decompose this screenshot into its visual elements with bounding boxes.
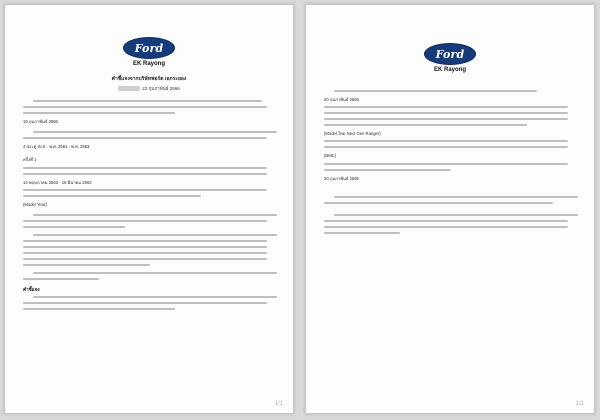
paragraph: ครั้งที่ 1 14 พฤษภาคม 2563 · 16 มีนาคม 2563 (Model Year)	[23, 156, 277, 208]
page-number: 1/1	[274, 401, 283, 407]
text-snippet: 16 มีนาคม 2563	[61, 179, 92, 185]
ford-logo: Ford	[123, 37, 175, 59]
document-body-right	[324, 87, 578, 240]
text-snippet: 19 กุมภาพันธ์ 2566	[23, 119, 58, 124]
document-page-right	[305, 4, 595, 414]
page-number: 1/1	[575, 401, 584, 407]
ford-logo: Ford	[424, 43, 476, 65]
text-snippet: 4 ประตู XLS	[23, 144, 46, 150]
text-snippet: พ.ศ. 2561	[49, 144, 68, 150]
text-snippet: 20 กุมภาพันธ์ 2566	[324, 175, 359, 181]
paragraph	[23, 234, 277, 266]
redacted-block	[118, 86, 140, 91]
text-snippet: ครั้งที่ 1	[23, 157, 37, 163]
document-body-left	[23, 97, 277, 316]
text-snippet: (Model Year)	[23, 201, 47, 207]
paragraph	[23, 100, 277, 125]
paragraph: 4 ประตู XLS · พ.ศ. 2561 · พ.ศ. 2563	[23, 131, 277, 150]
document-page-left	[4, 4, 294, 414]
dealer-name: EK Rayong	[132, 61, 165, 67]
text-snippet: (BMC)	[324, 153, 337, 159]
document-date: 22 กุมภาพันธ์ 2566	[5, 85, 293, 92]
paragraph	[23, 286, 277, 310]
document-title: คำชี้แจงจากบริษัทฟอร์ด เอกระยอง	[111, 76, 187, 82]
paragraph	[23, 214, 277, 228]
paragraph	[324, 196, 578, 204]
paragraph	[324, 214, 578, 234]
paragraph	[324, 90, 578, 182]
text-snippet: พ.ศ. 2563	[71, 144, 90, 150]
text-snippet: (Model ใหม่ Next Gen Ranger)	[324, 131, 381, 137]
text-snippet: 20 กุมภาพันธ์ 2566	[324, 97, 359, 102]
paragraph	[23, 272, 277, 280]
dealer-name: EK Rayong	[433, 67, 466, 73]
paragraph-heading: คำชี้แจง	[23, 287, 40, 293]
text-snippet: 14 พฤษภาคม 2563	[23, 179, 59, 185]
